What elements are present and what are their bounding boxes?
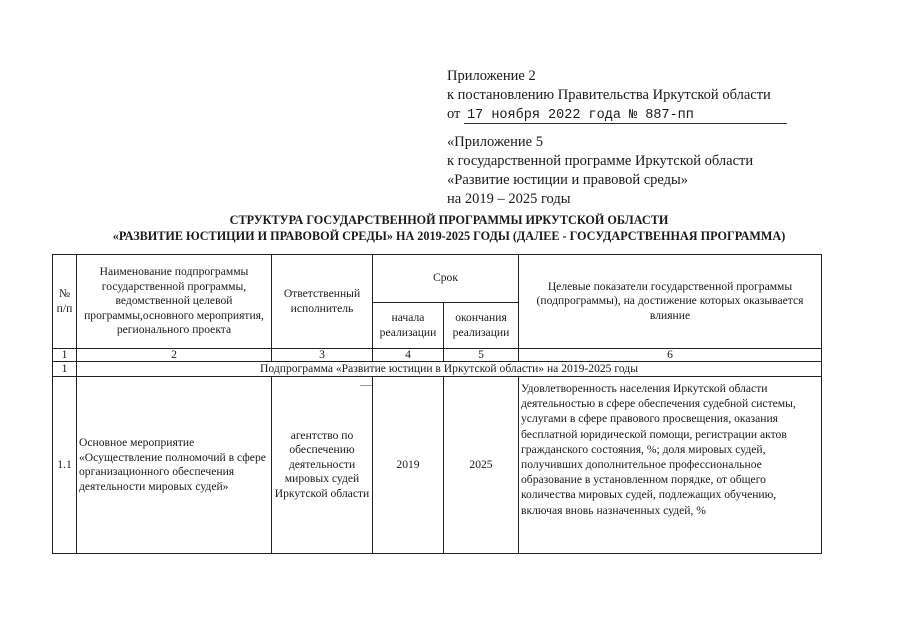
date-prefix: от <box>447 106 461 122</box>
program-reference: к государственной программе Иркутской области <box>447 153 754 169</box>
row-start-year: 2019 <box>373 377 444 554</box>
subprogram-row <box>53 362 822 377</box>
program-name: «Развитие юстиции и правовой среды» <box>447 172 689 188</box>
title-line-1: СТРУКТУРА ГОСУДАРСТВЕННОЙ ПРОГРАММЫ ИРКУТСКОЙ ОБЛАСТИ <box>229 213 669 227</box>
row-executor: агентство по обеспечению деятельности мировых судей Иркутской области <box>272 377 373 554</box>
subprogram-title: Подпрограмма «Развитие юстиции в Иркутской области» на 2019-2025 годы <box>77 362 822 377</box>
column-number: 2 <box>77 349 272 362</box>
header-executor: Ответственный исполнитель <box>272 255 373 349</box>
column-number: 4 <box>373 349 444 362</box>
resolution-reference: к постановлению Правительства Иркутской области <box>447 87 771 103</box>
row-num: 1.1 <box>53 377 77 554</box>
header-indicators: Целевые показатели государственной программы (подпрограммы), на достижение которых оказывается влияние <box>519 255 822 349</box>
previous-appendix: «Приложение 5 <box>447 134 543 150</box>
appendix-number: Приложение 2 <box>447 68 536 84</box>
header-num: № п/п <box>53 255 77 349</box>
header-start: начала реализации <box>373 303 444 349</box>
column-number: 5 <box>444 349 519 362</box>
header-end: окончания реализации <box>444 303 519 349</box>
scan-mark <box>360 385 372 386</box>
row-indicators: Удовлетворенность населения Иркутской области деятельностью в сфере обеспечения судебной системы, услугами в сфере правового просвещения, оказания бесплатной юридической помощи, регистрации актов гражданского состояния, %; доля мировых судей, получивших дополнительное профессиональное образование в установленном порядке, от общего количества мировых судей, подлежащих обучению, включая вновь назначенных судей, % <box>519 377 822 554</box>
column-number: 1 <box>53 349 77 362</box>
table-row <box>53 377 822 554</box>
header-term: Срок <box>373 255 519 303</box>
program-structure-table <box>52 254 822 554</box>
row-name: Основное мероприятие «Осуществление полномочий в сфере организационного обеспечения деятельности мировых судей» <box>77 377 272 554</box>
column-number: 3 <box>272 349 373 362</box>
column-number: 6 <box>519 349 822 362</box>
title-line-2: «РАЗВИТИЕ ЮСТИЦИИ И ПРАВОВОЙ СРЕДЫ» НА 2019-2025 ГОДЫ (ДАЛЕЕ - ГОСУДАРСТВЕННАЯ ПРОГРАММА) <box>112 229 786 243</box>
appendix-header <box>447 67 787 209</box>
subprogram-num: 1 <box>53 362 77 377</box>
resolution-date-number: 17 ноября 2022 года № 887-пп <box>464 109 787 124</box>
resolution-date-line <box>447 105 787 124</box>
header-name: Наименование подпрограммы государственной программы, ведомственной целевой программы,основного мероприятия, регионального проекта <box>77 255 272 349</box>
program-period: на 2019 – 2025 годы <box>447 191 571 207</box>
document-title <box>0 212 898 244</box>
column-number-row <box>53 349 822 362</box>
table-header-row <box>53 255 822 303</box>
row-end-year: 2025 <box>444 377 519 554</box>
